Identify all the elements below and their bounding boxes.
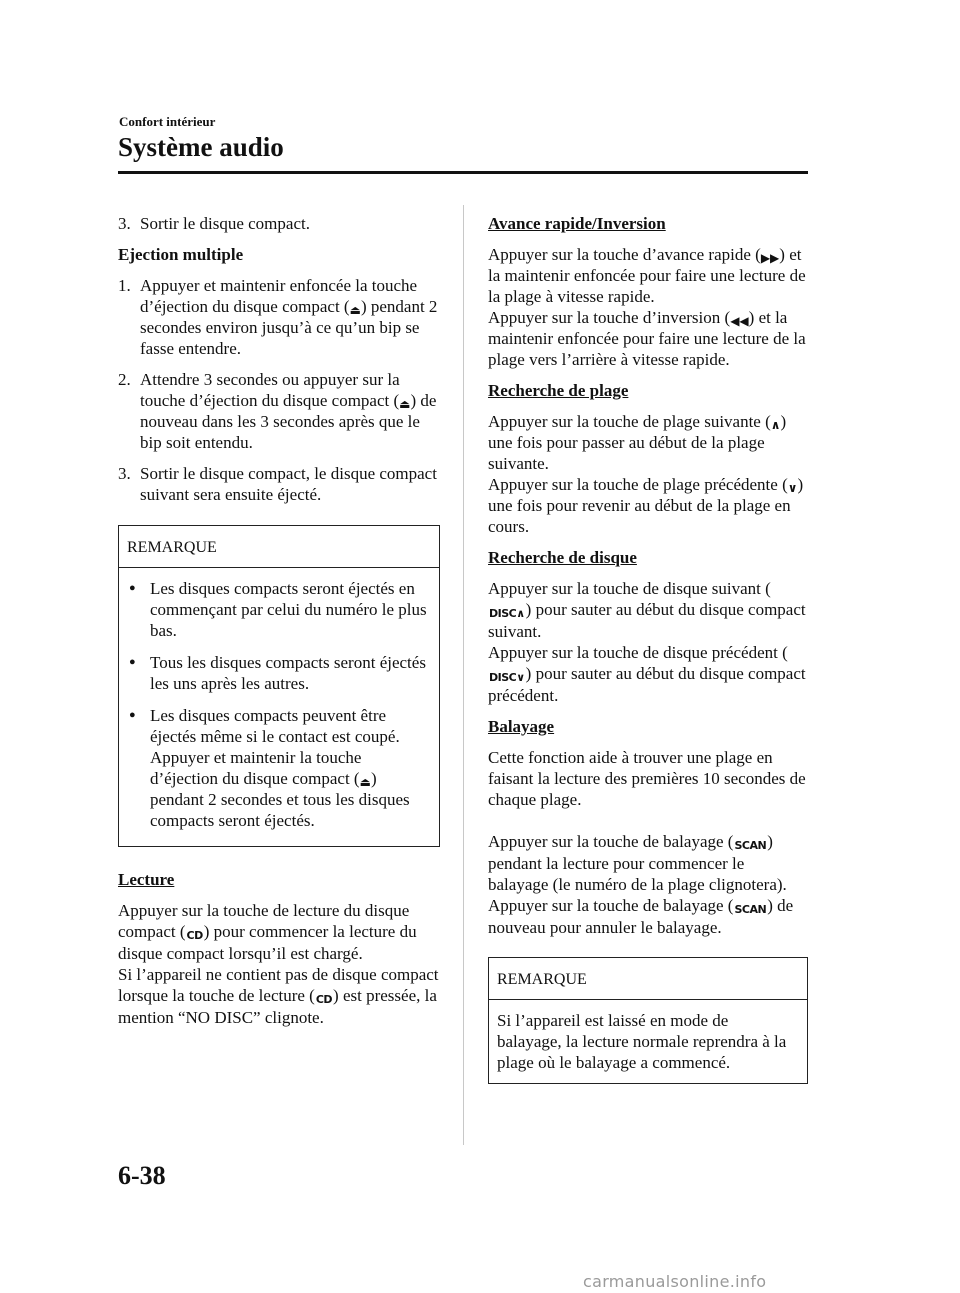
- paragraph: Cette fonction aide à trouver une plage en faisant la lecture des premières 10 secondes de chaque plage.: [488, 748, 806, 809]
- step-text: Appuyer et maintenir enfoncée la touche d’éjection du disque compact (⏏) pendant 2 secondes environ jusqu’à ce qu’un bip se fasse entendre.: [140, 276, 438, 358]
- paragraph: Appuyer sur la touche d’avance rapide (▶▶) et la maintenir enfoncée pour faire une lecture de la plage à vitesse rapide.: [488, 245, 806, 306]
- note-bullet: ● Tous les disques compacts seront éjectés les uns après les autres.: [129, 653, 426, 693]
- step-text: Attendre 3 secondes ou appuyer sur la touche d’éjection du disque compact (⏏) de nouveau dans les 3 secondes après que le bip soit entendu.: [140, 370, 437, 452]
- cd-icon: CD: [186, 929, 203, 942]
- paragraph: Appuyer sur la touche de plage suivante (∧) une fois pour passer au début de la plage suivante.: [488, 412, 787, 473]
- note-bullet: ● Les disques compacts peuvent être éjectés même si le contact est coupé. Appuyer et maintenir la touche d’éjection du disque compact (⏏) pendant 2 secondes et tous les disques compacts seront éjectés.: [129, 706, 410, 830]
- lecture-heading: Lecture: [118, 870, 175, 889]
- note-bullet: ● Les disques compacts seront éjectés en commençant par celui du numéro le plus bas.: [129, 579, 427, 640]
- section-label: Confort intérieur: [119, 114, 216, 129]
- step-number: 2.: [118, 370, 131, 389]
- disc-down-icon: DISC∨: [489, 671, 525, 684]
- page-title: Système audio: [118, 132, 284, 162]
- rewind-icon: ◀◀: [730, 314, 749, 328]
- note-body: [119, 568, 439, 846]
- note-title: REMARQUE: [489, 958, 807, 1000]
- paragraph: Appuyer sur la touche de lecture du disque compact (CD) pour commencer la lecture du disque compact lorsqu’il est chargé.: [118, 901, 417, 963]
- paragraph: Appuyer sur la touche de balayage (SCAN) pendant la lecture pour commencer le balayage (le numéro de la plage clignotera).: [488, 832, 787, 894]
- watermark: carmanualsonline.info: [583, 1272, 767, 1291]
- eject-icon: ⏏: [359, 775, 371, 789]
- step-text: Sortir le disque compact, le disque compact suivant sera ensuite éjecté.: [140, 464, 437, 504]
- step-item: [118, 213, 440, 234]
- bullet-icon: ●: [129, 709, 136, 721]
- fast-forward-icon: ▶▶: [760, 251, 780, 265]
- header-rule: [118, 171, 808, 174]
- scan-icon: SCAN: [734, 903, 767, 916]
- step-number: 3.: [118, 214, 131, 233]
- note-body: Si l’appareil est laissé en mode de balayage, la lecture normale reprendra à la plage où le balayage a commencé.: [497, 1011, 787, 1072]
- paragraph: Appuyer sur la touche de plage précédente (∨) une fois pour revenir au début de la plage en cours.: [488, 475, 804, 536]
- track-down-icon: ∨: [787, 481, 798, 495]
- note-box: [118, 525, 440, 847]
- bullet-icon: ●: [129, 656, 136, 668]
- step-number: 3.: [118, 464, 131, 483]
- bullet-icon: ●: [129, 582, 136, 594]
- disc-up-icon: DISC∧: [489, 607, 525, 620]
- page-number: 6-38: [118, 1161, 166, 1190]
- paragraph: Appuyer sur la touche de disque suivant (DISC∧) pour sauter au début du disque compact suivant.: [488, 579, 806, 641]
- fast-forward-heading: Avance rapide/Inversion: [488, 214, 666, 233]
- step-number: 1.: [118, 276, 131, 295]
- left-column: [118, 213, 440, 1038]
- step-item: [118, 463, 440, 505]
- paragraph: Appuyer sur la touche d’inversion (◀◀) et la maintenir enfoncée pour faire une lecture de la plage vers l’arrière à vitesse rapide.: [488, 308, 806, 369]
- paragraph: Si l’appareil ne contient pas de disque compact lorsque la touche de lecture (CD) est pressée, la mention “NO DISC” clignote.: [118, 965, 439, 1027]
- cd-icon: CD: [315, 993, 333, 1006]
- step-item: [118, 369, 440, 453]
- step-item: [118, 275, 440, 359]
- multi-eject-heading: Ejection multiple: [118, 245, 244, 264]
- paragraph: Appuyer sur la touche de balayage (SCAN) de nouveau pour annuler le balayage.: [488, 896, 794, 937]
- step-text: Sortir le disque compact.: [140, 214, 310, 233]
- disc-search-heading: Recherche de disque: [488, 548, 637, 567]
- track-search-heading: Recherche de plage: [488, 381, 629, 400]
- column-divider: [463, 205, 464, 1145]
- eject-icon: ⏏: [349, 303, 361, 317]
- note-box: [488, 957, 808, 1084]
- note-title: REMARQUE: [119, 526, 439, 568]
- track-up-icon: ∧: [770, 418, 781, 432]
- eject-icon: ⏏: [399, 397, 411, 411]
- paragraph: Appuyer sur la touche de disque précédent (DISC∨) pour sauter au début du disque compact précédent.: [488, 643, 806, 705]
- right-column: [488, 213, 808, 1106]
- scan-heading: Balayage: [488, 717, 555, 736]
- scan-icon: SCAN: [734, 839, 767, 852]
